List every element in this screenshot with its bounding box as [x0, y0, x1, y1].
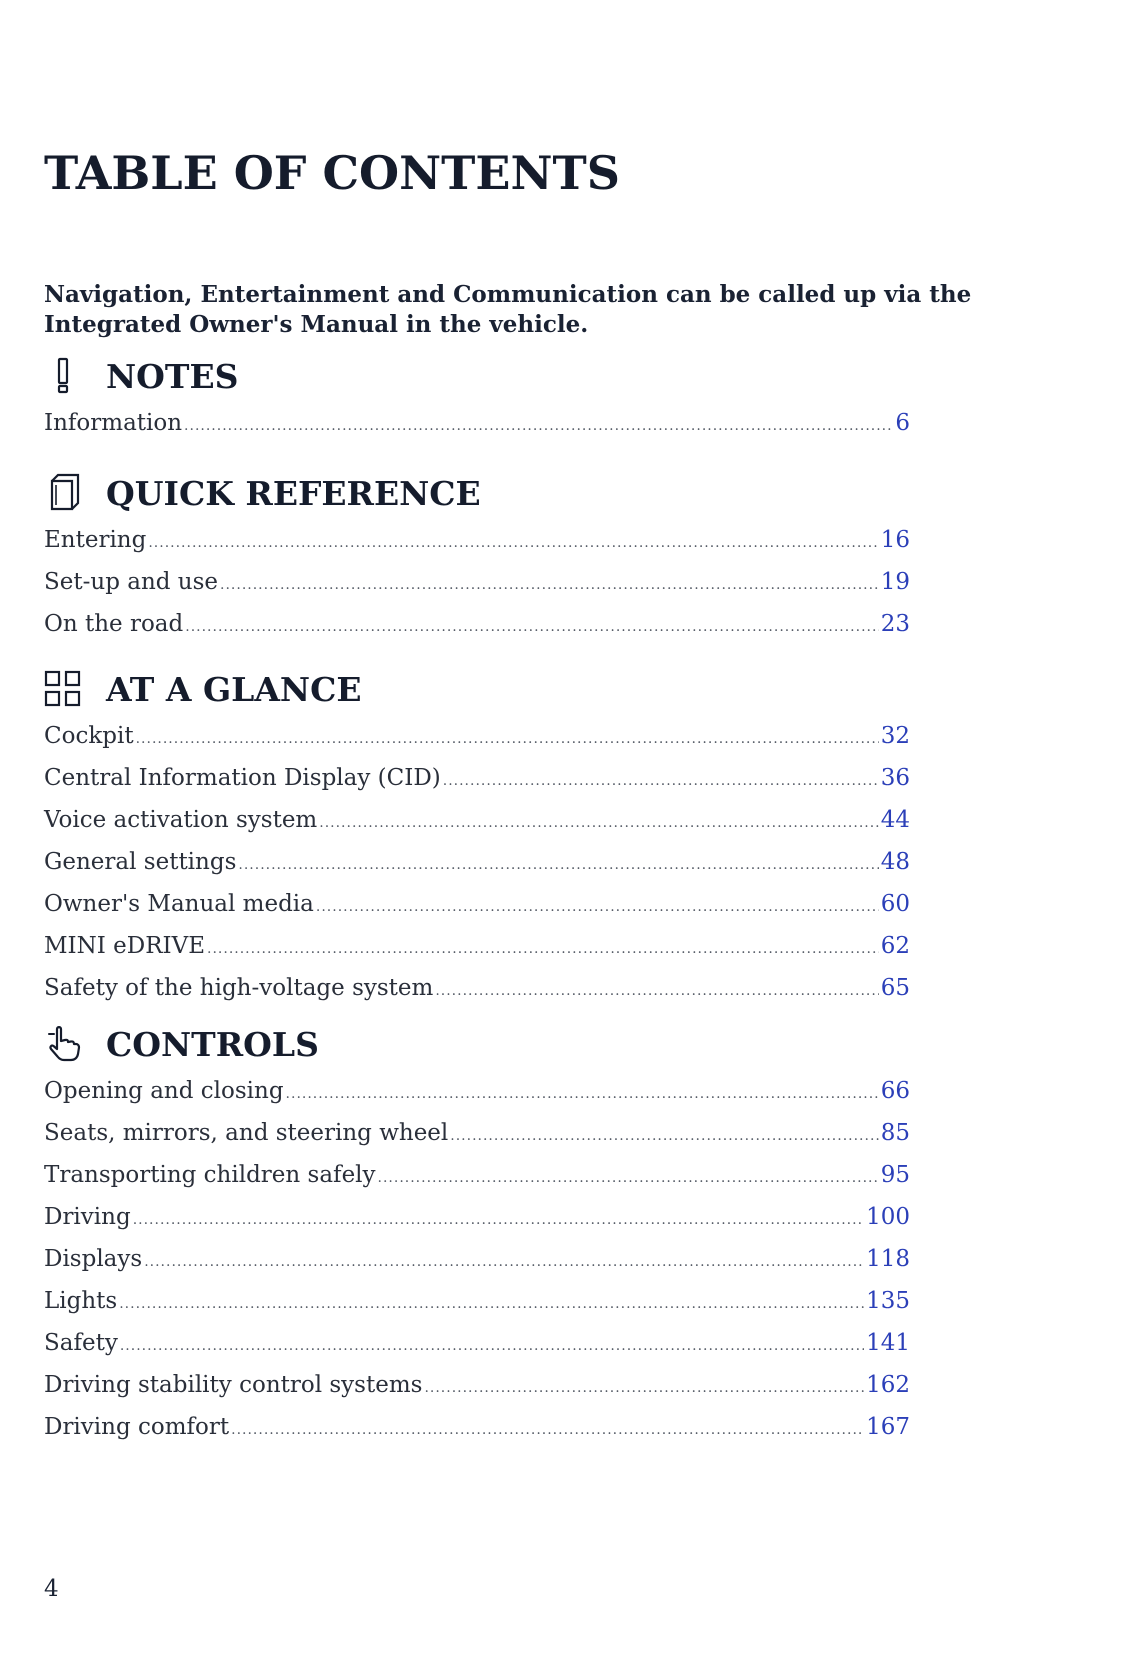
hand-pointer-icon — [44, 1024, 82, 1062]
toc-entry-label: Transporting children safely — [44, 1162, 376, 1188]
section-title: NOTES — [106, 357, 239, 396]
dot-leader — [435, 970, 878, 1012]
toc-entry-label: Driving comfort — [44, 1414, 230, 1440]
toc-entry[interactable] — [44, 883, 910, 925]
toc-entry-label: Seats, mirrors, and steering wheel — [44, 1120, 449, 1146]
toc-entry[interactable] — [44, 1154, 910, 1196]
section-quick-reference — [44, 469, 910, 645]
toc-entry-page[interactable]: 60 — [880, 891, 910, 917]
dot-leader — [450, 1115, 878, 1157]
toc-entry[interactable] — [44, 603, 910, 645]
toc-entry-page[interactable]: 65 — [880, 975, 910, 1001]
toc-entry-page[interactable]: 48 — [880, 849, 910, 875]
toc-entry[interactable] — [44, 967, 910, 1009]
grid-icon — [44, 669, 82, 707]
toc-entry-label: Driving stability control systems — [44, 1372, 423, 1398]
dot-leader — [136, 718, 879, 760]
toc-entry-label: Owner's Manual media — [44, 891, 314, 917]
toc-entry-label: On the road — [44, 611, 184, 637]
page-title: TABLE OF CONTENTS — [44, 146, 620, 200]
book-icon — [44, 473, 82, 511]
section-at-a-glance — [44, 665, 910, 1009]
toc-entry-page[interactable]: 167 — [866, 1414, 910, 1440]
section-title: CONTROLS — [106, 1025, 319, 1064]
toc-entry-label: Driving — [44, 1204, 131, 1230]
toc-entry-page[interactable]: 135 — [866, 1288, 910, 1314]
dot-leader — [424, 1367, 864, 1409]
dot-leader — [119, 1283, 864, 1325]
dot-leader — [378, 1157, 879, 1199]
toc-entry-page[interactable]: 62 — [880, 933, 910, 959]
section-controls — [44, 1020, 910, 1448]
toc-entry-page[interactable]: 141 — [866, 1330, 910, 1356]
dot-leader — [443, 760, 879, 802]
dot-leader — [133, 1199, 864, 1241]
dot-leader — [220, 564, 879, 606]
toc-entry-label: Lights — [44, 1288, 118, 1314]
toc-entry-page[interactable]: 162 — [866, 1372, 910, 1398]
section-header — [44, 1020, 910, 1070]
toc-entry-label: Cockpit — [44, 723, 134, 749]
toc-entry-page[interactable]: 36 — [880, 765, 910, 791]
dot-leader — [286, 1073, 879, 1115]
toc-entry[interactable] — [44, 1196, 910, 1238]
toc-entry[interactable] — [44, 1364, 910, 1406]
toc-entry-label: Voice activation system — [44, 807, 318, 833]
toc-entry[interactable] — [44, 1112, 910, 1154]
toc-entry-page[interactable]: 85 — [880, 1120, 910, 1146]
toc-entry-page[interactable]: 16 — [880, 527, 910, 553]
toc-entry-page[interactable]: 19 — [880, 569, 910, 595]
toc-entry-label: Safety — [44, 1330, 118, 1356]
intro-line-2: Integrated Owner's Manual in the vehicle. — [44, 311, 589, 338]
toc-entry[interactable] — [44, 519, 910, 561]
toc-entry[interactable] — [44, 925, 910, 967]
toc-entry-label: MINI eDRIVE — [44, 933, 206, 959]
toc-entry-label: Central Information Display (CID) — [44, 765, 441, 791]
toc-entry[interactable] — [44, 841, 910, 883]
dot-leader — [319, 802, 878, 844]
toc-entry[interactable] — [44, 715, 910, 757]
section-title: QUICK REFERENCE — [106, 474, 481, 513]
exclamation-icon — [44, 356, 82, 394]
dot-leader — [238, 844, 878, 886]
toc-entry-label: Set-up and use — [44, 569, 219, 595]
section-title: AT A GLANCE — [106, 670, 362, 709]
toc-entry-page[interactable]: 118 — [866, 1246, 910, 1272]
toc-entry-page[interactable]: 95 — [880, 1162, 910, 1188]
toc-entry[interactable] — [44, 1322, 910, 1364]
dot-leader — [231, 1409, 864, 1451]
section-header — [44, 352, 910, 402]
toc-entry-label: Safety of the high-voltage system — [44, 975, 434, 1001]
toc-entry-page[interactable]: 44 — [880, 807, 910, 833]
section-notes — [44, 352, 910, 444]
dot-leader — [120, 1325, 864, 1367]
dot-leader — [184, 405, 893, 447]
section-header — [44, 469, 910, 519]
toc-entry[interactable] — [44, 561, 910, 603]
toc-entry-label: General settings — [44, 849, 237, 875]
toc-entry-label: Entering — [44, 527, 147, 553]
toc-entry[interactable] — [44, 757, 910, 799]
toc-entry-label: Information — [44, 410, 183, 436]
intro-line-1: Navigation, Entertainment and Communication can be called up via the — [44, 281, 972, 308]
dot-leader — [144, 1241, 864, 1283]
section-header — [44, 665, 910, 715]
page-number: 4 — [44, 1576, 59, 1602]
dot-leader — [148, 522, 878, 564]
toc-entry-label: Displays — [44, 1246, 143, 1272]
toc-entry-page[interactable]: 66 — [880, 1078, 910, 1104]
dot-leader — [207, 928, 879, 970]
toc-entry-label: Opening and closing — [44, 1078, 284, 1104]
toc-entry-page[interactable]: 6 — [895, 410, 910, 436]
toc-entry[interactable] — [44, 402, 910, 444]
toc-entry[interactable] — [44, 1070, 910, 1112]
toc-entry-page[interactable]: 32 — [880, 723, 910, 749]
toc-entry[interactable] — [44, 1280, 910, 1322]
toc-entry-page[interactable]: 100 — [866, 1204, 910, 1230]
toc-entry[interactable] — [44, 1238, 910, 1280]
intro-text — [44, 280, 972, 340]
toc-entry[interactable] — [44, 1406, 910, 1448]
toc-entry-page[interactable]: 23 — [880, 611, 910, 637]
dot-leader — [185, 606, 878, 648]
toc-entry[interactable] — [44, 799, 910, 841]
dot-leader — [316, 886, 879, 928]
